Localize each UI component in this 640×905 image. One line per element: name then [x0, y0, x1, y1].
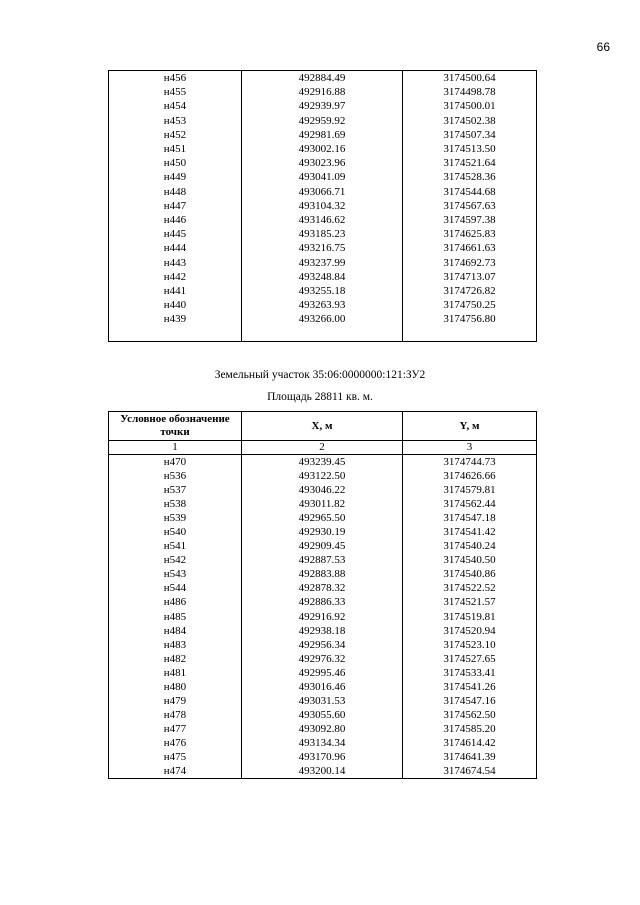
empty-cell [109, 327, 242, 342]
cell-x: 492956.34 [242, 638, 403, 652]
table-row [109, 567, 537, 581]
table-row [109, 722, 537, 736]
table-row [109, 298, 537, 312]
cell-y: 3174521.57 [403, 595, 537, 609]
table-row [109, 736, 537, 750]
cell-x: 493255.18 [242, 284, 403, 298]
cell-point: н445 [109, 227, 242, 241]
cell-x: 492887.53 [242, 553, 403, 567]
cell-point: н447 [109, 199, 242, 213]
header-y: Y, м [403, 412, 537, 441]
table-row [109, 170, 537, 184]
column-number: 1 [109, 441, 242, 455]
cell-y: 3174519.81 [403, 610, 537, 624]
cell-x: 492959.92 [242, 114, 403, 128]
cell-point: н486 [109, 595, 242, 609]
cell-x: 493031.53 [242, 694, 403, 708]
cell-x: 493016.46 [242, 680, 403, 694]
cell-point: н444 [109, 241, 242, 255]
table-row [109, 652, 537, 666]
cell-point: н474 [109, 764, 242, 779]
table-body [109, 71, 537, 342]
cell-point: н476 [109, 736, 242, 750]
parcel-title: Земельный участок 35:06:0000000:121:ЗУ2 [214, 369, 426, 381]
cell-x: 493266.00 [242, 312, 403, 326]
cell-y: 3174502.38 [403, 114, 537, 128]
cell-x: 493011.82 [242, 497, 403, 511]
cell-y: 3174547.18 [403, 511, 537, 525]
cell-x: 493200.14 [242, 764, 403, 779]
table-body [109, 455, 537, 779]
cell-point: н439 [109, 312, 242, 326]
cell-x: 492884.49 [242, 71, 403, 86]
table-row [109, 114, 537, 128]
cell-x: 493239.45 [242, 455, 403, 470]
coordinates-table-continued [108, 70, 537, 342]
cell-y: 3174547.16 [403, 694, 537, 708]
cell-y: 3174692.73 [403, 256, 537, 270]
cell-point: н441 [109, 284, 242, 298]
table-row [109, 497, 537, 511]
cell-y: 3174744.73 [403, 455, 537, 470]
table-row [109, 227, 537, 241]
cell-y: 3174523.10 [403, 638, 537, 652]
cell-point: н478 [109, 708, 242, 722]
table-row [109, 666, 537, 680]
coordinates-table [108, 411, 537, 779]
cell-point: н454 [109, 99, 242, 113]
cell-x: 492883.88 [242, 567, 403, 581]
cell-point: н440 [109, 298, 242, 312]
cell-y: 3174579.81 [403, 483, 537, 497]
table-row [109, 610, 537, 624]
table-row [109, 142, 537, 156]
cell-y: 3174726.82 [403, 284, 537, 298]
cell-y: 3174533.41 [403, 666, 537, 680]
table-row [109, 553, 537, 567]
cell-x: 493002.16 [242, 142, 403, 156]
cell-point: н480 [109, 680, 242, 694]
table-row [109, 638, 537, 652]
cell-y: 3174750.25 [403, 298, 537, 312]
cell-x: 492981.69 [242, 128, 403, 142]
cell-x: 492886.33 [242, 595, 403, 609]
cell-point: н537 [109, 483, 242, 497]
cell-point: н453 [109, 114, 242, 128]
table-row [109, 71, 537, 86]
cell-x: 493185.23 [242, 227, 403, 241]
cell-y: 3174562.44 [403, 497, 537, 511]
cell-point: н481 [109, 666, 242, 680]
cell-point: н542 [109, 553, 242, 567]
table-row [109, 624, 537, 638]
cell-y: 3174713.07 [403, 270, 537, 284]
cell-y: 3174567.63 [403, 199, 537, 213]
cell-point: н450 [109, 156, 242, 170]
cell-x: 493146.62 [242, 213, 403, 227]
table-row [109, 680, 537, 694]
cell-point: н536 [109, 469, 242, 483]
cell-x: 493046.22 [242, 483, 403, 497]
cell-y: 3174541.42 [403, 525, 537, 539]
cell-point: н485 [109, 610, 242, 624]
cell-x: 493092.80 [242, 722, 403, 736]
cell-point: н456 [109, 71, 242, 86]
table-row [109, 694, 537, 708]
column-number: 2 [242, 441, 403, 455]
table-row [109, 270, 537, 284]
cell-point: н544 [109, 581, 242, 595]
table-row [109, 708, 537, 722]
cell-x: 492916.88 [242, 85, 403, 99]
table-row [109, 256, 537, 270]
cell-x: 493263.93 [242, 298, 403, 312]
cell-point: н475 [109, 750, 242, 764]
cell-x: 493104.32 [242, 199, 403, 213]
cell-point: н483 [109, 638, 242, 652]
cell-point: н482 [109, 652, 242, 666]
cell-x: 493122.50 [242, 469, 403, 483]
table-row [109, 581, 537, 595]
cell-y: 3174597.38 [403, 213, 537, 227]
cell-point: н541 [109, 539, 242, 553]
table-row [109, 284, 537, 298]
cell-point: н479 [109, 694, 242, 708]
table-row [109, 213, 537, 227]
cell-y: 3174544.68 [403, 185, 537, 199]
cell-point: н449 [109, 170, 242, 184]
cell-y: 3174540.24 [403, 539, 537, 553]
table-row [109, 185, 537, 199]
empty-cell [403, 327, 537, 342]
cell-y: 3174585.20 [403, 722, 537, 736]
cell-point: н477 [109, 722, 242, 736]
table-row [109, 539, 537, 553]
cell-x: 493066.71 [242, 185, 403, 199]
cell-y: 3174500.01 [403, 99, 537, 113]
cell-point: н451 [109, 142, 242, 156]
cell-x: 492916.92 [242, 610, 403, 624]
cell-x: 493055.60 [242, 708, 403, 722]
cell-point: н484 [109, 624, 242, 638]
cell-y: 3174540.50 [403, 553, 537, 567]
cell-x: 493248.84 [242, 270, 403, 284]
cell-point: н539 [109, 511, 242, 525]
cell-point: н540 [109, 525, 242, 539]
page-number: 66 [596, 40, 610, 54]
table-row [109, 312, 537, 326]
cell-y: 3174528.36 [403, 170, 537, 184]
cell-x: 492965.50 [242, 511, 403, 525]
cell-point: н470 [109, 455, 242, 470]
cell-y: 3174626.66 [403, 469, 537, 483]
cell-y: 3174540.86 [403, 567, 537, 581]
table-row [109, 156, 537, 170]
cell-y: 3174562.50 [403, 708, 537, 722]
table-row [109, 511, 537, 525]
cell-point: н538 [109, 497, 242, 511]
table-row [109, 99, 537, 113]
cell-x: 492995.46 [242, 666, 403, 680]
table-row [109, 483, 537, 497]
cell-x: 493041.09 [242, 170, 403, 184]
cell-x: 492976.32 [242, 652, 403, 666]
cell-y: 3174522.52 [403, 581, 537, 595]
cell-y: 3174756.80 [403, 312, 537, 326]
cell-y: 3174541.26 [403, 680, 537, 694]
cell-y: 3174527.65 [403, 652, 537, 666]
cell-x: 493237.99 [242, 256, 403, 270]
table-row [109, 525, 537, 539]
table-row [109, 85, 537, 99]
cell-x: 492909.45 [242, 539, 403, 553]
table-row [109, 241, 537, 255]
cell-y: 3174520.94 [403, 624, 537, 638]
table-row [109, 595, 537, 609]
table-row [109, 469, 537, 483]
cell-y: 3174625.83 [403, 227, 537, 241]
table-row [109, 199, 537, 213]
cell-x: 492938.18 [242, 624, 403, 638]
cell-y: 3174500.64 [403, 71, 537, 86]
cell-y: 3174641.39 [403, 750, 537, 764]
table-row-empty [109, 327, 537, 342]
cell-point: н442 [109, 270, 242, 284]
table-row [109, 455, 537, 470]
cell-x: 492930.19 [242, 525, 403, 539]
table-row [109, 764, 537, 779]
cell-y: 3174614.42 [403, 736, 537, 750]
table-header [109, 412, 537, 455]
cell-y: 3174498.78 [403, 85, 537, 99]
column-number: 3 [403, 441, 537, 455]
cell-point: н543 [109, 567, 242, 581]
cell-point: н455 [109, 85, 242, 99]
cell-point: н448 [109, 185, 242, 199]
table-row [109, 750, 537, 764]
cell-x: 493216.75 [242, 241, 403, 255]
cell-point: н443 [109, 256, 242, 270]
cell-y: 3174507.34 [403, 128, 537, 142]
cell-y: 3174661.63 [403, 241, 537, 255]
cell-y: 3174513.50 [403, 142, 537, 156]
cell-x: 493023.96 [242, 156, 403, 170]
header-point-designation: Условное обозначение точки [109, 412, 242, 441]
cell-point: н446 [109, 213, 242, 227]
cell-x: 493134.34 [242, 736, 403, 750]
cell-point: н452 [109, 128, 242, 142]
cell-x: 492878.32 [242, 581, 403, 595]
cell-y: 3174674.54 [403, 764, 537, 779]
cell-x: 493170.96 [242, 750, 403, 764]
parcel-area: Площадь 28811 кв. м. [267, 391, 373, 403]
header-x: X, м [242, 412, 403, 441]
table-row [109, 128, 537, 142]
cell-y: 3174521.64 [403, 156, 537, 170]
cell-x: 492939.97 [242, 99, 403, 113]
empty-cell [242, 327, 403, 342]
